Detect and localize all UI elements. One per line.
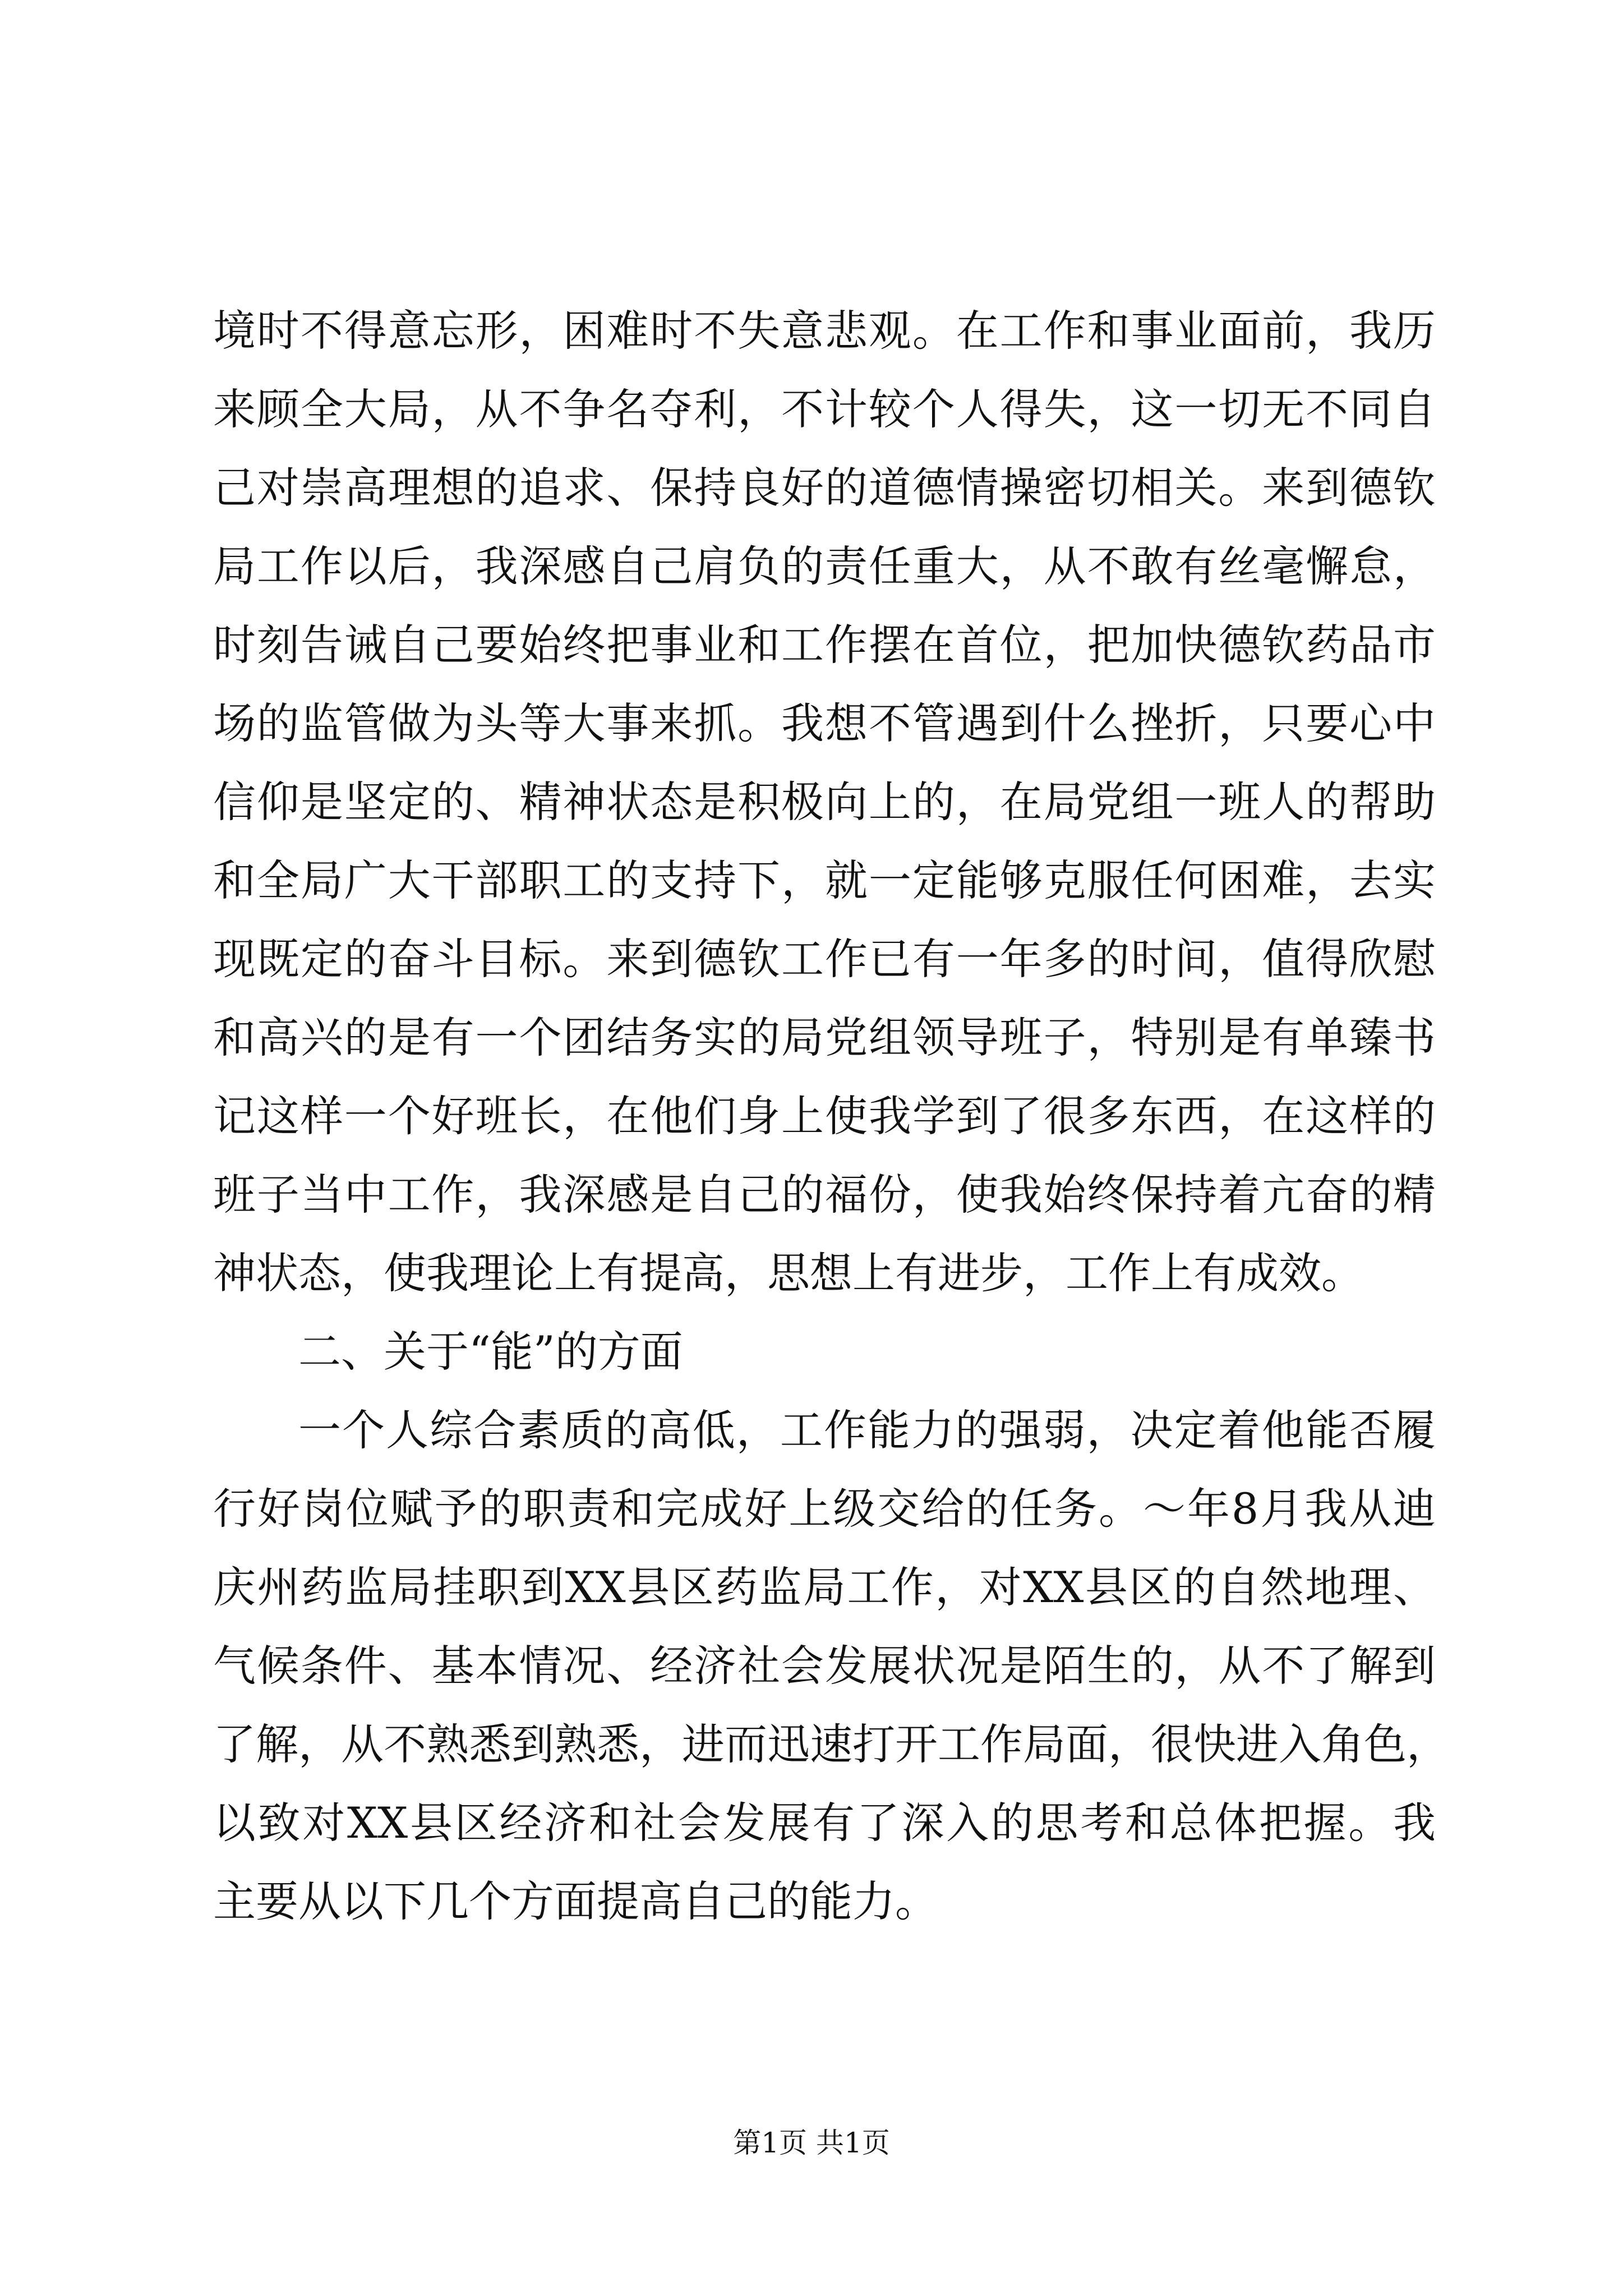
paragraph-line: 信仰是坚定的、精神状态是积极向上的，在局党组一班人的帮助 bbox=[213, 777, 1436, 827]
paragraph-line: 来顾全大局，从不争名夺利，不计较个人得失，这一切无不同自 bbox=[213, 384, 1436, 434]
paragraph-line: 主要从以下几个方面提高自己的能力。 bbox=[213, 1876, 938, 1926]
paragraph-line: 和高兴的是有一个团结务实的局党组领导班子，特别是有单臻书 bbox=[213, 1013, 1436, 1062]
document-body bbox=[213, 292, 1449, 1941]
paragraph-line: 和全局广大干部职工的支持下，就一定能够克服任何困难，去实 bbox=[213, 855, 1436, 905]
section-heading: 二、关于“能”的方面 bbox=[298, 1327, 683, 1377]
paragraph-line: 气候条件、基本情况、经济社会发展状况是陌生的，从不了解到 bbox=[213, 1641, 1436, 1691]
page-number-label: 第1页 共1页 bbox=[733, 2127, 890, 2159]
page-footer bbox=[0, 2126, 1623, 2160]
paragraph-line: 行好岗位赋予的职责和完成好上级交给的任务。～年8月我从迪 bbox=[213, 1484, 1436, 1534]
paragraph-line: 班子当中工作，我深感是自己的福份，使我始终保持着亢奋的精 bbox=[213, 1170, 1436, 1220]
paragraph-line: 场的监管做为头等大事来抓。我想不管遇到什么挫折，只要心中 bbox=[213, 698, 1436, 748]
paragraph-line: 了解，从不熟悉到熟悉，进而迅速打开工作局面，很快进入角色， bbox=[213, 1719, 1449, 1769]
paragraph-line: 一个人综合素质的高低，工作能力的强弱，决定着他能否履 bbox=[298, 1405, 1436, 1455]
paragraph-line: 记这样一个好班长，在他们身上使我学到了很多东西，在这样的 bbox=[213, 1091, 1436, 1141]
paragraph-line: 神状态，使我理论上有提高，思想上有进步，工作上有成效。 bbox=[213, 1248, 1364, 1298]
paragraph-line: 以致对XX县区经济和社会发展有了深入的思考和总体把握。我 bbox=[213, 1798, 1436, 1848]
paragraph-line: 境时不得意忘形，困难时不失意悲观。在工作和事业面前，我历 bbox=[213, 306, 1436, 356]
paragraph-line: 现既定的奋斗目标。来到德钦工作已有一年多的时间，值得欣慰 bbox=[213, 934, 1436, 984]
paragraph-line: 时刻告诫自己要始终把事业和工作摆在首位，把加快德钦药品市 bbox=[213, 620, 1436, 670]
paragraph-line: 庆州药监局挂职到XX县区药监局工作，对XX县区的自然地理、 bbox=[213, 1562, 1436, 1612]
paragraph-line: 己对崇高理想的追求、保持良好的道德情操密切相关。来到德钦 bbox=[213, 463, 1436, 513]
paragraph-line: 局工作以后，我深感自己肩负的责任重大，从不敢有丝毫懈怠， bbox=[213, 541, 1436, 591]
